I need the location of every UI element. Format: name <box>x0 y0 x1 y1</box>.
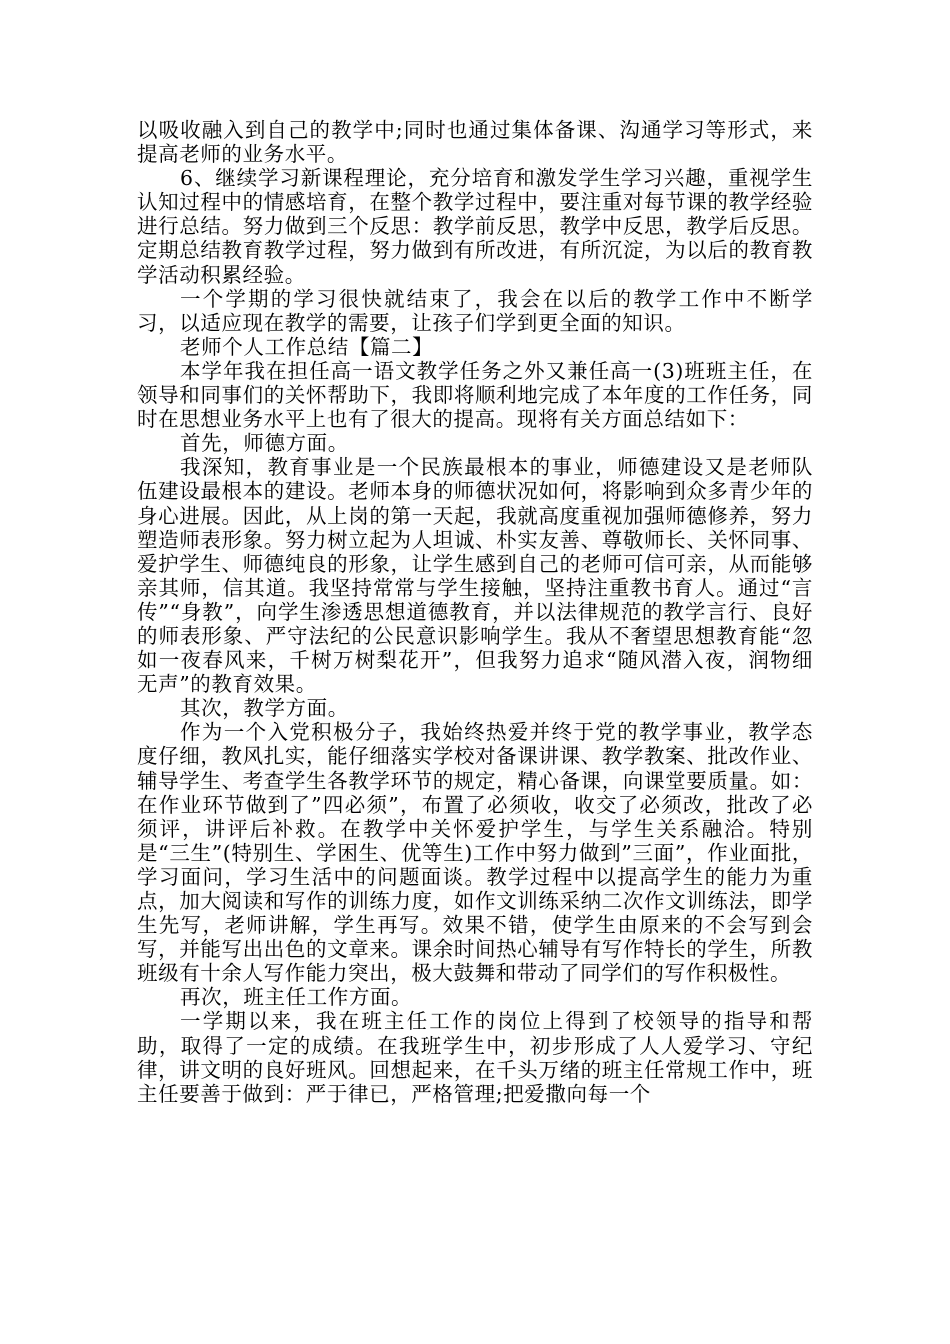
document-body <box>137 118 813 1106</box>
paragraph-11: 一学期以来，我在班主任工作的岗位上得到了校领导的指导和帮助，取得了一定的成绩。在我班学生中，初步形成了人人爱学习、守纪律，讲文明的良好班风。回想起来，在千头万绪的班主任常规工作中，班主任要善于做到：严于律已，严格管理;把爱撒向每一个 <box>137 1009 813 1106</box>
subheading-class-teacher: 再次，班主任工作方面。 <box>180 985 413 1010</box>
section-heading: 老师个人工作总结【篇二】 <box>180 334 434 359</box>
paragraph-1: 以吸收融入到自己的教学中;同时也通过集体备课、沟通学习等形式，来提高老师的业务水平。 <box>137 118 813 167</box>
subheading-morality: 首先，师德方面。 <box>180 431 349 456</box>
paragraph-5: 本学年我在担任高一语文教学任务之外又兼任高一(3)班班主任，在领导和同事们的关怀帮助下，我即将顺利地完成了本年度的工作任务，同时在思想业务水平上也有了很大的提高。现将有关方面总结如下： <box>137 358 813 432</box>
paragraph-3: 一个学期的学习很快就结束了，我会在以后的教学工作中不断学习，以适应现在教学的需要，让孩子们学到更全面的知识。 <box>137 286 813 335</box>
paragraph-2: 6、继续学习新课程理论，充分培育和激发学生学习兴趣，重视学生认知过程中的情感培育，在整个教学过程中，要注重对每节课的教学经验进行总结。努力做到三个反思：教学前反思，教学中反思，教学后反思。定期总结教育教学过程，努力做到有所改进，有所沉淀，为以后的教育教学活动积累经验。 <box>137 166 813 287</box>
paragraph-9: 作为一个入党积极分子，我始终热爱并终于党的教学事业，教学态度仔细，教风扎实，能仔细落实学校对备课讲课、教学教案、批改作业、辅导学生、考查学生各教学环节的规定，精心备课，向课堂要质量。如：在作业环节做到了”四必须”，布置了必须收，收交了必须改，批改了必须评，讲评后补救。在教学中关怀爱护学生，与学生关系融洽。特别是“三生”(特别生、学困生、优等生)工作中努力做到”三面”，作业面批，学习面问，学习生活中的问题面谈。教学过程中以提高学生的能力为重点，加大阅读和写作的训练力度，如作文训练采纳二次作文训练法，即学生先写，老师讲解，学生再写。效果不错，使学生由原来的不会写到会写，并能写出出色的文章来。课余时间热心辅导有写作特长的学生，所教班级有十余人写作能力突出，极大鼓舞和带动了同学们的写作积极性。 <box>137 720 813 986</box>
subheading-teaching: 其次，教学方面。 <box>180 696 349 721</box>
paragraph-7: 我深知，教育事业是一个民族最根本的事业，师德建设又是老师队伍建设最根本的建设。老师本身的师德状况如何，将影响到众多青少年的身心进展。因此，从上岗的第一天起，我就高度重视加强师德修养，努力塑造师表形象。努力树立起为人坦诚、朴实友善、尊敬师长、关怀同事、爱护学生、师德纯良的形象，让学生感到自己的老师可信可亲，从而能够亲其师，信其道。我坚持常常与学生接触，坚持注重教书育人。通过“言传”“身教”，向学生渗透思想道德教育，并以法律规范的教学言行、良好的师表形象、严守法纪的公民意识影响学生。我从不奢望思想教育能“忽如一夜春风来，千树万树梨花开”，但我努力追求“随风潜入夜，润物细无声”的教育效果。 <box>137 455 813 697</box>
